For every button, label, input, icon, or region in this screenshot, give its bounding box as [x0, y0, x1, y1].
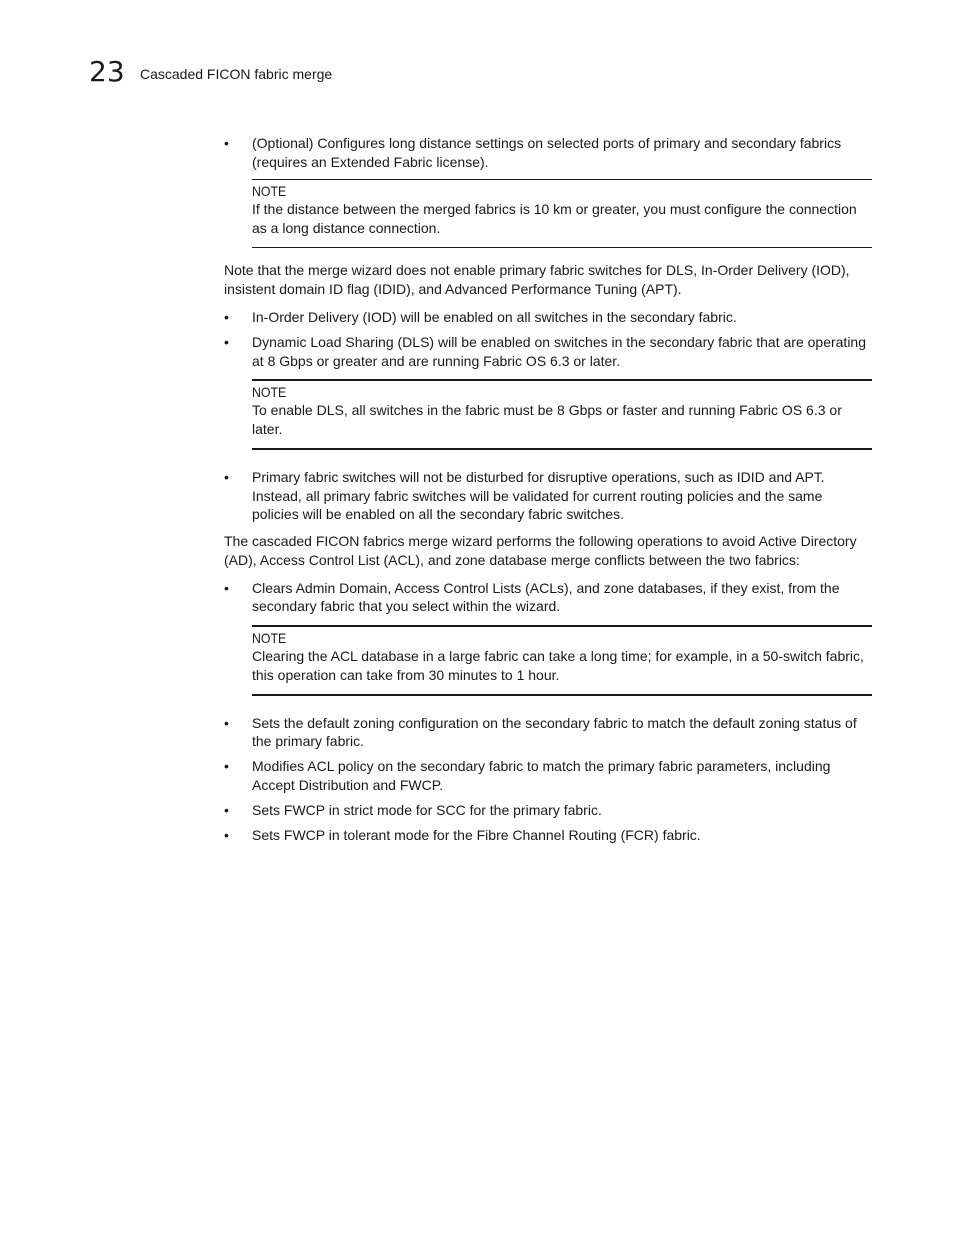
note-label: NOTE	[252, 629, 287, 646]
chapter-number: 23	[89, 55, 125, 88]
note-text: If the distance between the merged fabrics is 10 km or greater, you must configure the connection as a long distance connection.	[252, 201, 857, 236]
bullet-icon: •	[224, 826, 229, 843]
bullet-icon: •	[224, 334, 229, 350]
bullet-icon: •	[224, 579, 229, 596]
page-content	[224, 134, 872, 851]
list-item: • Modifies ACL policy on the secondary fabric to match the primary fabric parameters, including Accept Distribution and FWCP.	[224, 758, 831, 793]
list-item: • Sets the default zoning configuration on the secondary fabric to match the default zoning status of the primary fabric.	[224, 714, 857, 749]
list-item: • (Optional) Configures long distance settings on selected ports of primary and secondary fabrics (requires an Extended Fabric license).	[224, 135, 842, 170]
note-text: To enable DLS, all switches in the fabric must be 8 Gbps or faster and running Fabric OS 6.3 or later.	[252, 402, 842, 437]
paragraph: Note that the merge wizard does not enable primary fabric switches for DLS, In-Order Delivery (IOD), insistent domain ID flag (IDID), and Advanced Performance Tuning (APT).	[224, 262, 850, 297]
bullet-icon: •	[224, 135, 229, 151]
bullet-icon: •	[224, 714, 229, 731]
list-item: • In-Order Delivery (IOD) will be enabled on all switches in the secondary fabric.	[224, 309, 737, 325]
note-label: NOTE	[252, 384, 287, 400]
bullet-icon: •	[224, 469, 229, 485]
note-box	[252, 179, 872, 248]
chapter-title: Cascaded FICON fabric merge	[140, 66, 333, 82]
list-item: • Sets FWCP in strict mode for SCC for the primary fabric.	[224, 801, 602, 818]
bullet-icon: •	[224, 309, 229, 325]
bullet-list-4	[224, 579, 872, 616]
list-item: • Primary fabric switches will not be disturbed for disruptive operations, such as IDID and APT. Instead, all primary fabric switches will be validated for current routing policies and the same policies will be enabled on all the secondary fabric switches.	[224, 469, 825, 522]
bullet-icon: •	[224, 758, 229, 774]
bullet-list-1	[224, 134, 872, 171]
note-box	[252, 625, 872, 696]
list-item: • Dynamic Load Sharing (DLS) will be enabled on switches in the secondary fabric that are operating at 8 Gbps or greater and are running Fabric OS 6.3 or later.	[224, 334, 867, 369]
note-text: Clearing the ACL database in a large fabric can take a long time; for example, in a 50-switch fabric, this operation can take from 30 minutes to 1 hour.	[252, 647, 864, 683]
note-label: NOTE	[252, 183, 287, 199]
list-item: • Clears Admin Domain, Access Control Lists (ACLs), and zone databases, if they exist, from the secondary fabric that you select within the wizard.	[224, 579, 840, 614]
bullet-list-5	[224, 714, 872, 845]
note-box	[252, 379, 872, 450]
bullet-icon: •	[224, 801, 229, 818]
bullet-list-2	[224, 308, 872, 370]
paragraph: The cascaded FICON fabrics merge wizard performs the following operations to avoid Active Directory (AD), Access Control List (ACL), and zone database merge conflicts between the two fabrics:	[224, 532, 857, 568]
bullet-list-3	[224, 468, 872, 524]
list-item: • Sets FWCP in tolerant mode for the Fibre Channel Routing (FCR) fabric.	[224, 826, 701, 843]
